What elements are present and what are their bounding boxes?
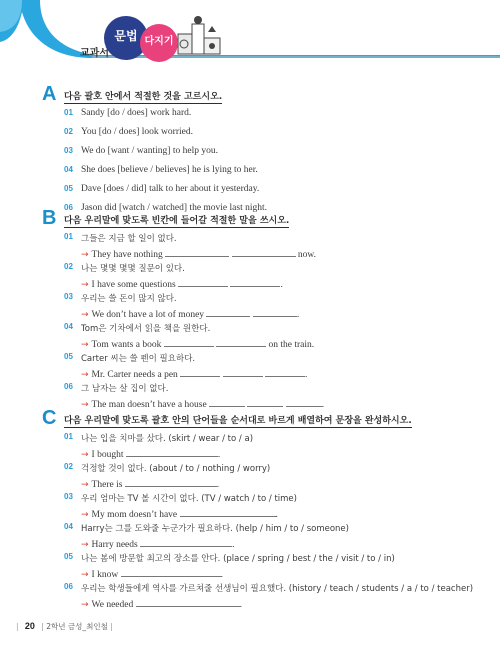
item-suffix: . bbox=[304, 370, 308, 380]
list-item bbox=[64, 165, 462, 184]
answer-blank[interactable] bbox=[165, 246, 229, 257]
item-sentence: You [do / does] look worried. bbox=[81, 127, 193, 137]
answer-blank[interactable] bbox=[180, 366, 220, 377]
header-brand-label: 교과서 bbox=[80, 48, 109, 59]
item-suffix: . bbox=[220, 570, 223, 580]
section-a bbox=[42, 83, 462, 222]
answer-blank[interactable] bbox=[125, 476, 217, 487]
item-korean: Carter 씨는 쓸 펜이 필요하다. bbox=[81, 354, 196, 364]
answer-blank[interactable] bbox=[286, 396, 322, 407]
header-badge-sub: 다지기 bbox=[140, 24, 178, 62]
item-prefix: Mr. Carter needs a pen bbox=[91, 370, 178, 380]
item-prefix: Harry needs bbox=[91, 540, 138, 550]
item-sentence: She does [believe / believes] he is lying to her. bbox=[81, 165, 258, 175]
arrow-icon: → bbox=[81, 480, 89, 490]
header-wave-decoration bbox=[0, 0, 500, 80]
item-korean: 우리는 쓸 돈이 많지 않다. bbox=[81, 294, 177, 304]
answer-blank[interactable] bbox=[247, 396, 283, 407]
answer-blank[interactable] bbox=[265, 366, 305, 377]
arrow-icon: → bbox=[81, 600, 89, 610]
section-c bbox=[42, 407, 474, 612]
item-prefix: I know bbox=[91, 570, 119, 580]
list-item bbox=[64, 352, 462, 382]
list-item bbox=[64, 322, 462, 352]
page-header bbox=[0, 0, 500, 80]
item-suffix: . bbox=[280, 280, 283, 290]
item-answer-line bbox=[81, 366, 307, 380]
answer-blank[interactable] bbox=[180, 506, 276, 517]
section-a-instruction: 다음 괄호 안에서 적절한 것을 고르시오. bbox=[64, 89, 222, 104]
item-number: 03 bbox=[64, 146, 73, 155]
item-korean: 나는 입을 치마를 샀다. (skirt / wear / to / a) bbox=[81, 434, 254, 444]
answer-blank[interactable] bbox=[230, 276, 280, 287]
item-suffix: . bbox=[217, 450, 221, 460]
item-prefix: We don’t have a lot of money bbox=[91, 310, 205, 320]
item-korean: 그 남자는 살 집이 없다. bbox=[81, 384, 169, 394]
item-number: 01 bbox=[64, 232, 73, 241]
item-number: 05 bbox=[64, 184, 73, 193]
item-prefix: I bought bbox=[91, 450, 124, 460]
arrow-icon: → bbox=[81, 250, 89, 260]
item-prefix: Tom wants a book bbox=[91, 340, 162, 350]
item-number: 06 bbox=[64, 382, 73, 391]
item-number: 02 bbox=[64, 127, 73, 136]
item-number: 05 bbox=[64, 552, 73, 561]
answer-blank[interactable] bbox=[223, 366, 263, 377]
item-korean: 그들은 지금 할 일이 없다. bbox=[81, 234, 177, 244]
list-item bbox=[64, 146, 462, 165]
item-prefix: My mom doesn’t have bbox=[91, 510, 178, 520]
item-answer-line bbox=[81, 336, 314, 350]
list-item bbox=[64, 127, 462, 146]
item-sentence: Dave [does / did] talk to her about it yesterday. bbox=[81, 184, 260, 194]
section-c-letter: C bbox=[42, 407, 57, 429]
item-suffix: now. bbox=[297, 250, 317, 260]
item-prefix: I have some questions bbox=[91, 280, 176, 290]
footer-divider: | bbox=[16, 622, 19, 631]
arrow-icon: → bbox=[81, 540, 89, 550]
list-item bbox=[64, 292, 462, 322]
answer-blank[interactable] bbox=[121, 566, 221, 577]
answer-blank[interactable] bbox=[209, 396, 245, 407]
arrow-icon: → bbox=[81, 510, 89, 520]
header-illustration bbox=[178, 16, 220, 54]
item-sentence: We do [want / wanting] to help you. bbox=[81, 146, 218, 156]
list-item bbox=[64, 184, 462, 203]
item-answer-line bbox=[81, 476, 219, 490]
item-number: 03 bbox=[64, 492, 73, 501]
list-item bbox=[64, 262, 462, 292]
item-prefix: There is bbox=[91, 480, 123, 490]
footer-divider: | bbox=[41, 622, 44, 631]
item-korean: Harry는 그를 도와줄 누군가가 필요하다. (help / him / to / someone) bbox=[81, 524, 349, 534]
item-sentence: Sandy [do / does] work hard. bbox=[81, 108, 192, 118]
page-number: 20 bbox=[24, 621, 35, 631]
section-c-instruction: 다음 우리말에 맞도록 괄호 안의 단어들을 순서대로 바르게 배열하여 문장을 완성하시오. bbox=[64, 413, 412, 428]
item-suffix: . bbox=[296, 310, 300, 320]
item-korean: 나는 몇몇 몇몇 질문이 있다. bbox=[81, 264, 185, 274]
arrow-icon: → bbox=[81, 310, 89, 320]
item-number: 01 bbox=[64, 432, 73, 441]
arrow-icon: → bbox=[81, 450, 89, 460]
section-b-letter: B bbox=[42, 207, 57, 229]
item-number: 04 bbox=[64, 165, 73, 174]
item-answer-line bbox=[81, 446, 220, 460]
list-item bbox=[64, 382, 462, 412]
arrow-icon: → bbox=[81, 570, 89, 580]
item-number: 04 bbox=[64, 322, 73, 331]
page-footer bbox=[16, 621, 113, 635]
list-item bbox=[64, 522, 462, 552]
item-answer-line bbox=[81, 276, 283, 290]
item-answer-line bbox=[81, 306, 299, 320]
answer-blank[interactable] bbox=[136, 596, 240, 607]
item-answer-line bbox=[81, 506, 278, 520]
item-suffix: . bbox=[239, 600, 242, 610]
item-korean: 우리 엄마는 TV 볼 시간이 없다. (TV / watch / to / time) bbox=[81, 494, 297, 504]
item-korean: 걱정할 것이 없다. (about / to / nothing / worry) bbox=[81, 464, 271, 474]
item-answer-line bbox=[81, 596, 242, 610]
item-number: 03 bbox=[64, 292, 73, 301]
item-suffix: . bbox=[216, 480, 220, 490]
item-number: 01 bbox=[64, 108, 73, 117]
item-korean: 우리는 학생들에게 역사를 가르쳐줄 선생님이 필요했다. (history / teach / students / a / to / teacher) bbox=[81, 584, 474, 594]
list-item bbox=[64, 432, 462, 462]
answer-blank[interactable] bbox=[126, 446, 218, 457]
item-korean: Tom은 기차에서 읽을 책을 원한다. bbox=[81, 324, 211, 334]
answer-blank[interactable] bbox=[232, 246, 296, 257]
header-badge-main: 문법 bbox=[104, 16, 148, 60]
item-prefix: They have nothing bbox=[91, 250, 163, 260]
item-suffix: on the train. bbox=[268, 340, 315, 350]
answer-blank[interactable] bbox=[140, 536, 232, 547]
item-answer-line bbox=[81, 396, 324, 410]
item-answer-line bbox=[81, 536, 234, 550]
arrow-icon: → bbox=[81, 400, 89, 410]
section-c-header bbox=[42, 407, 462, 429]
item-suffix: . bbox=[232, 540, 235, 550]
item-answer-line bbox=[81, 246, 316, 260]
list-item bbox=[64, 582, 474, 612]
arrow-icon: → bbox=[81, 370, 89, 380]
list-item bbox=[64, 108, 462, 127]
item-number: 02 bbox=[64, 462, 73, 471]
item-number: 02 bbox=[64, 262, 73, 271]
item-number: 04 bbox=[64, 522, 73, 531]
item-number: 06 bbox=[64, 582, 73, 591]
item-prefix: The man doesn’t have a house bbox=[91, 400, 207, 410]
list-item bbox=[64, 552, 462, 582]
section-b-instruction: 다음 우리말에 맞도록 빈칸에 들어갈 적절한 말을 쓰시오. bbox=[64, 213, 289, 228]
item-answer-line bbox=[81, 566, 223, 580]
item-prefix: We needed bbox=[91, 600, 134, 610]
list-item bbox=[64, 462, 462, 492]
arrow-icon: → bbox=[81, 340, 89, 350]
footer-divider: | bbox=[110, 622, 113, 631]
item-sentence: Jason did [watch / watched] the movie last night. bbox=[81, 203, 267, 213]
answer-blank[interactable] bbox=[164, 336, 214, 347]
item-number: 06 bbox=[64, 203, 73, 212]
arrow-icon: → bbox=[81, 280, 89, 290]
list-item bbox=[64, 492, 462, 522]
item-suffix: . bbox=[275, 510, 278, 520]
item-number: 05 bbox=[64, 352, 73, 361]
answer-blank[interactable] bbox=[216, 336, 266, 347]
item-korean: 나는 봄에 방문할 최고의 장소를 안다. (place / spring / best / the / visit / to / in) bbox=[81, 554, 395, 564]
answer-blank[interactable] bbox=[253, 306, 297, 317]
list-item bbox=[64, 232, 462, 262]
answer-blank[interactable] bbox=[206, 306, 250, 317]
section-a-header bbox=[42, 83, 462, 105]
item-suffix: . bbox=[321, 400, 325, 410]
footer-label: 2학년 금성_최인철 bbox=[46, 622, 108, 631]
section-a-letter: A bbox=[42, 83, 57, 105]
answer-blank[interactable] bbox=[178, 276, 228, 287]
